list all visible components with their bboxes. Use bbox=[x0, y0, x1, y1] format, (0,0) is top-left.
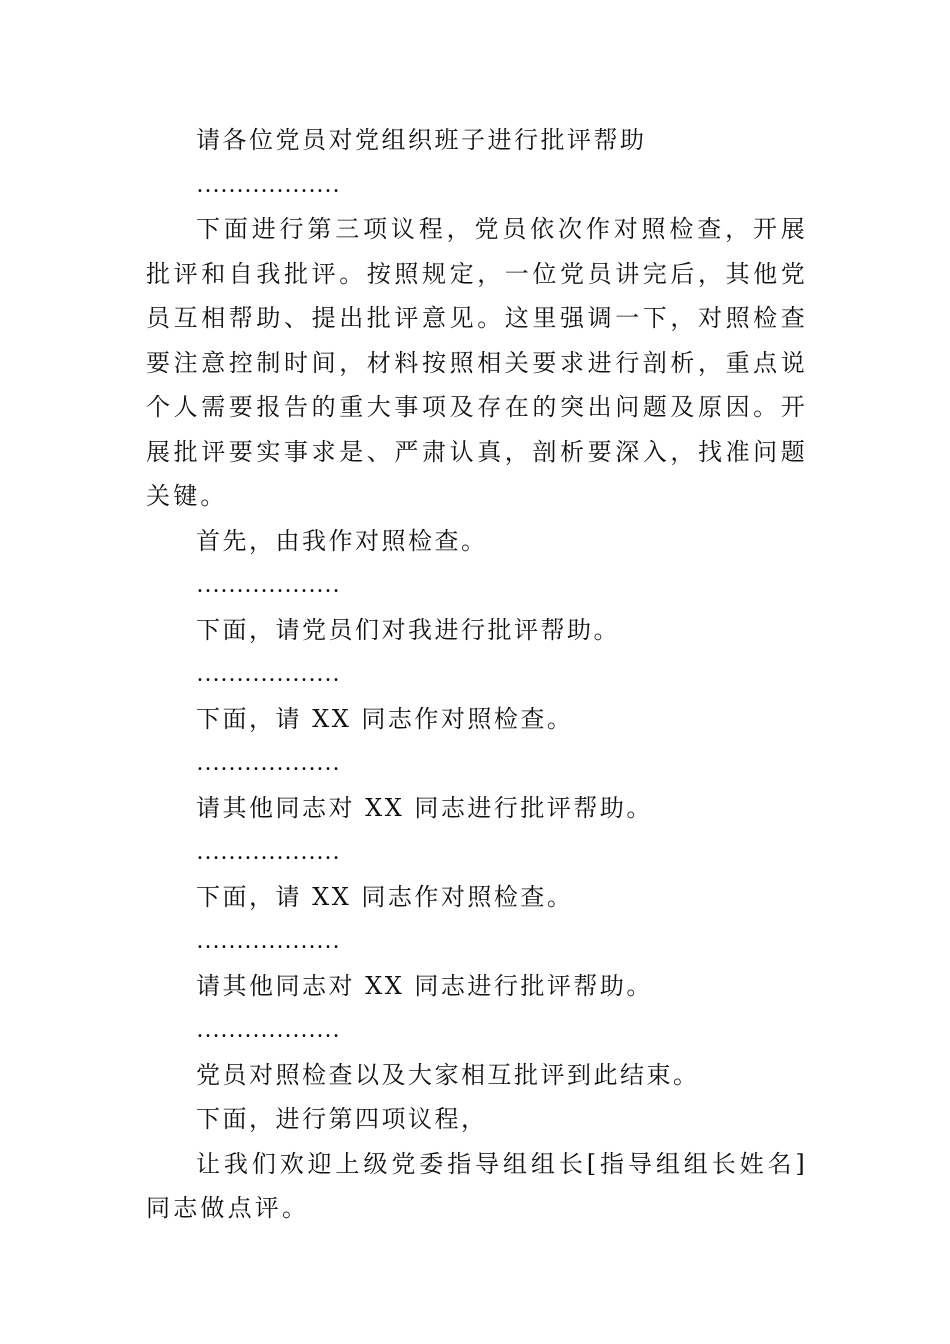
paragraph-fourth-agenda: 下面，进行第四项议程， bbox=[196, 1105, 488, 1133]
paragraph-self-check-first: 首先，由我作对照检查。 bbox=[196, 526, 488, 555]
paragraph-leader-comment: 让我们欢迎上级党委指导组组长[指导组组长姓名]同志做点评。 bbox=[146, 1149, 808, 1222]
ellipsis-separator: ……………… bbox=[196, 839, 340, 865]
paragraph-request-criticism: 请各位党员对党组织班子进行批评帮助 bbox=[196, 126, 647, 154]
ellipsis-separator: ……………… bbox=[196, 572, 340, 598]
ellipsis-separator: ……………… bbox=[196, 750, 340, 776]
paragraph-session-end: 党员对照检查以及大家相互批评到此结束。 bbox=[196, 1060, 700, 1089]
paragraph-criticize-xx: 请其他同志对 XX 同志进行批评帮助。 bbox=[196, 793, 653, 822]
ellipsis-separator: ……………… bbox=[196, 661, 340, 687]
paragraph-members-criticize-me: 下面，请党员们对我进行批评帮助。 bbox=[196, 615, 620, 644]
ellipsis-separator: ……………… bbox=[196, 928, 340, 954]
paragraph-xx-self-check: 下面，请 XX 同志作对照检查。 bbox=[196, 882, 574, 911]
paragraph-third-agenda: 下面进行第三项议程，党员依次作对照检查，开展批评和自我批评。按照规定，一位党员讲完后，其他党员互相帮助、提出批评意见。这里强调一下，对照检查要注意控制时间，材料按照相关要求进行剖析，重点说个人需要报告的重大事项及存在的突出问题及原因。开展批评要实事求是、严肃认真，剖析要深入，找准问题关键。 bbox=[146, 215, 808, 510]
document-body bbox=[146, 118, 808, 1231]
ellipsis-separator: ……………… bbox=[196, 1017, 340, 1043]
ellipsis-separator: ……………… bbox=[196, 171, 340, 198]
paragraph-criticize-xx: 请其他同志对 XX 同志进行批评帮助。 bbox=[196, 971, 653, 1000]
paragraph-xx-self-check: 下面，请 XX 同志作对照检查。 bbox=[196, 704, 574, 733]
